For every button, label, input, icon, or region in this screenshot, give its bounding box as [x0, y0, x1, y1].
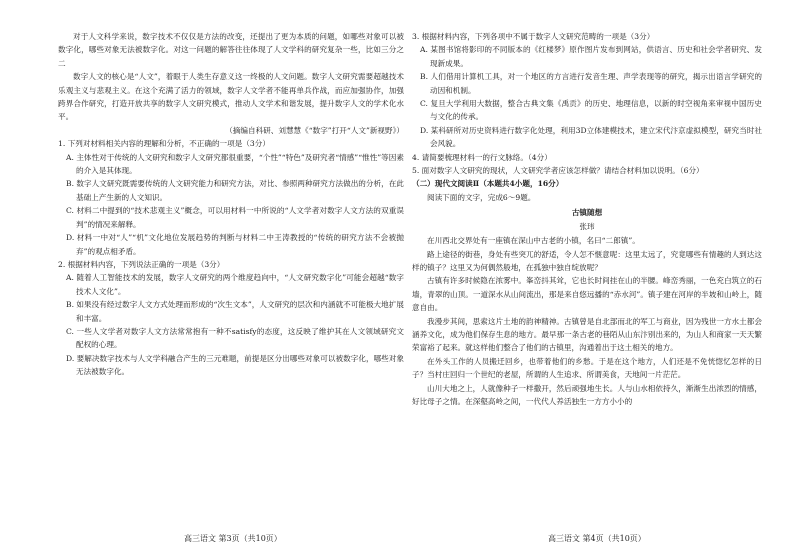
question-1-stem: 1. 下列对材料相关内容的理解和分析，不正确的一项是（3分）	[58, 139, 270, 149]
article-paragraph: 路上途径的街巷，身处有些突兀的舒适，令人怎不惬意呢：这里太远了，究竟哪些有情趣的人到达这样的镇子？这里又为何偶然般地，在孤独中独自绽放呢？	[412, 249, 762, 272]
q2-option-d: D. 要解决数字技术与人文学科融合产生的三元难题，前提是区分出哪些对象可以被数字化，哪些对象无法被数字化。	[66, 353, 404, 377]
q3-option-b: B. 人们借用计算机工具，对一个地区的方言进行发音生理、声学表现等的研究，揭示出语言学研究的动因和机制。	[420, 72, 762, 95]
q2-option-a: A. 随着人工智能技术的发展，数字人文研究的两个维度趋向中，“人文研究数字化”可能会超越“数字技术人文化”。	[66, 273, 404, 296]
q3-option-d: D. 某科研所对历史资料进行数字化处理，利用3D立体建模技术，建立宋代汴京虚拟模型，研究当时社会风貌。	[420, 125, 762, 149]
article-paragraph: 在外头工作的人员搬迁回乡，也带着他们的乡愁。于是在这个地方，人们还是不免恍惚忆怎样的日子？当村庄回归一个世纪的老屋，所谓的人生追求、所谓美食，天地间一片茫茫。	[412, 356, 762, 380]
reading-instruction: 阅读下面的文字，完成6～9题。	[427, 192, 536, 202]
q2-option-b: B. 如果没有经过数字人文方式处理而形成的“次生文本”，人文研究的层次和内涵就不可能极大地扩展和丰富。	[66, 300, 404, 323]
q3-option-a: A. 某图书馆将影印的不同版本的《红楼梦》原作图片发布到网站，供语言、历史和社会学者研究、发现新成果。	[420, 45, 762, 68]
passage-paragraph: 数字人文的核心是“人文”，着眼于人类生存意义这一终极的人文问题。数字人文研究需要超越技术乐观主义与悲观主义。在这个充满了活力的领域，数字人文学者不能再单兵作战，而应加强协作，加强跨界合作研究，打造开放共享的数字人文研究模式，推动人文学术和谐发展，提升数字人文的学术化水平。	[58, 72, 404, 122]
q1-option-d: D. 材料一中对“人”“机”文化地位发展趋势的判断与材料二中王涛教授的“传统的研究方法不会被抛弃”的观点相矛盾。	[66, 233, 404, 256]
article-paragraph: 古镇有许多时候隐在浓雾中。峯峦抖其耸，它也长时间挂在山的半腰。峰峦秀丽，一色充白筑立的石墙，青翠的山顶。一道深水从山间流出，那是来自悠远播的“赤水河”。镇子建在河岸的半坡和山岭上，随意自由。	[412, 276, 762, 313]
article-paragraph: 我漫步其间，思索这片土地的韵神精神。古镇曾是自北部而北的军工与商业，因为残世一方水土都会涵养文化，成为他们保存生息的地方。最早那一条古老的巷陌从山东汴别出来的，为山人和商家一天天繁荣富裕了起来。就这样他们整合了他们的古镇里，沟通着出于这土相关的地方。	[412, 316, 762, 353]
article-paragraph: 在川西北交界处有一座镇在深山中古老的小镇，名曰“二郎镇”。	[427, 236, 640, 246]
left-page	[58, 30, 404, 379]
article-author: 张玮	[579, 221, 595, 231]
q1-option-c: C. 材料二中提到的“技术悲观主义”概念，可以用材料一中所说的“人文学者对数字人文方法的双重误判”的情况来解释。	[66, 206, 404, 229]
page-footer-right: 高三语文 第4页（共10页）	[548, 534, 646, 543]
section-heading: （二）现代文阅读Ⅱ（本题共4小题，16分）	[412, 179, 564, 189]
page-footer-left: 高三语文 第3页（共10页）	[184, 534, 282, 543]
article-title: 古镇随想	[571, 208, 603, 218]
q2-option-c: C. 一些人文学者对数字人文方法常常抱有一种不satisfy的态度，这反映了维护其在人文领域研究文配权的心理。	[66, 326, 404, 350]
q3-option-c: C. 复旦大学利用大数据，整合古典文集《禹贡》的历史、地理信息，以新的时空视角来审视中国历史与文化的传承。	[420, 99, 762, 122]
passage-source: （摘编自科研、刘慧慧《“数字”打开“人文”新视野》）	[225, 125, 404, 135]
question-3-stem: 3. 根据材料内容，下列各项中不属于数字人文研究范畴的一项是（3分）	[412, 32, 655, 41]
passage-paragraph: 对于人文科学来说，数字技术不仅仅是方法的改变，还提出了更为本质的问题，如哪些对象可以被数字化，哪些对象无法被数字化。对这一问题的解答往往体现了人文学科的研究复杂一些，比如三分之二	[58, 32, 404, 68]
article-paragraph: 山川大地之上，人就像种子一样撒开，然后顽强地生长。人与山水相依持久，渐渐生出浓烈的情感，好比母子之情。在深壑高岭之间，一代代人养活独生一方方小小的	[412, 383, 762, 406]
question-2-stem: 2. 根据材料内容，下列说法正确的一项是（3分）	[58, 259, 225, 269]
q1-option-a: A. 主体性对于传统的人文研究和数字人文研究都很重要，“个性”“特色”及研究者“情感”“惟性”等因素的介入是其体现。	[66, 152, 404, 176]
right-page	[412, 30, 762, 408]
q1-option-b: B. 数字人文研究既需要传统的人文研究能力和研究方法，对比、参照两种研究方法做出的分析，在此基础上产生新的人文知识。	[66, 179, 404, 202]
question-4: 4. 请简要梳理材料一的行文脉络。（4分）	[412, 152, 552, 162]
question-5: 5. 面对数字人文研究的现状，人文研究学者应该怎样做？请结合材料加以说明。（6分）	[412, 166, 704, 176]
